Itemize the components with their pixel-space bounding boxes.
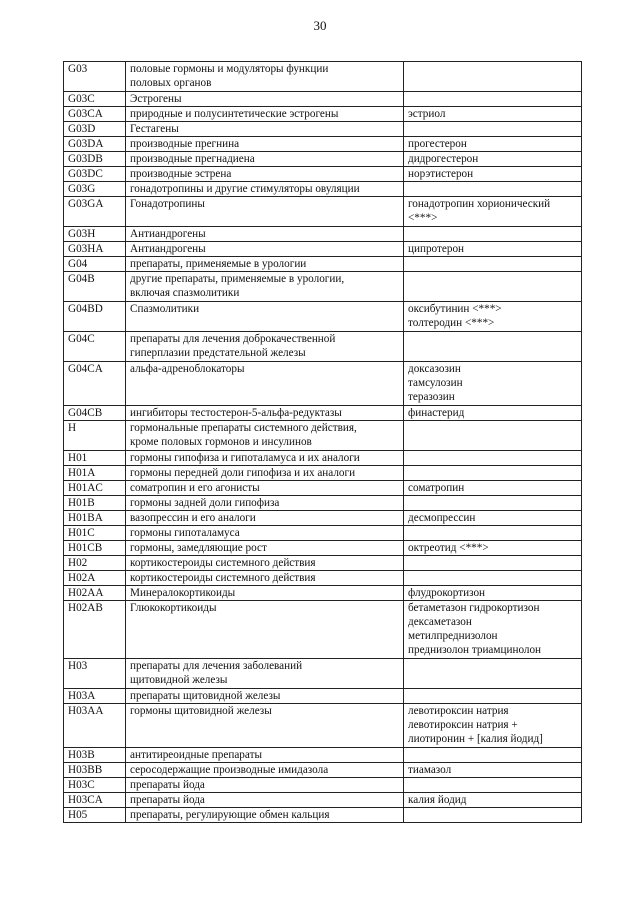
atc-code-cell: G04B (64, 272, 126, 302)
atc-table-body (64, 62, 582, 823)
atc-code-cell: H03CA (64, 793, 126, 808)
atc-group-name-cell: гормоны гипофиза и гипоталамуса и их аналоги (126, 451, 404, 466)
table-row (64, 808, 582, 823)
atc-group-name-cell: серосодержащие производные имидазола (126, 763, 404, 778)
atc-code-cell: H02 (64, 556, 126, 571)
atc-code-cell: G03DC (64, 167, 126, 182)
atc-drug-table (63, 61, 582, 823)
atc-code-cell: H03 (64, 659, 126, 689)
atc-code-cell: H03A (64, 689, 126, 704)
table-row (64, 481, 582, 496)
table-row (64, 659, 582, 689)
atc-code-cell: H03AA (64, 704, 126, 748)
drug-names-cell (404, 466, 582, 481)
atc-group-name-cell: кортикостероиды системного действия (126, 571, 404, 586)
atc-group-name-cell: Глюкокортикоиды (126, 601, 404, 659)
atc-group-name-cell: препараты йода (126, 778, 404, 793)
atc-group-name-cell: препараты для лечения доброкачественной гиперплазии предстательной железы (126, 332, 404, 362)
table-row (64, 778, 582, 793)
drug-names-cell (404, 227, 582, 242)
atc-group-name-cell: Гестагены (126, 122, 404, 137)
atc-code-cell: H02A (64, 571, 126, 586)
atc-code-cell: H01C (64, 526, 126, 541)
atc-group-name-cell: препараты йода (126, 793, 404, 808)
drug-names-cell (404, 571, 582, 586)
table-row (64, 272, 582, 302)
drug-names-cell: оксибутинин <***> толтеродин <***> (404, 302, 582, 332)
drug-names-cell (404, 808, 582, 823)
table-row (64, 227, 582, 242)
atc-group-name-cell: Гонадотропины (126, 197, 404, 227)
table-row (64, 152, 582, 167)
drug-names-cell: дидрогестерон (404, 152, 582, 167)
atc-code-cell: H03C (64, 778, 126, 793)
atc-group-name-cell: производные прегнадиена (126, 152, 404, 167)
table-row (64, 496, 582, 511)
atc-code-cell: G03G (64, 182, 126, 197)
drug-names-cell (404, 659, 582, 689)
atc-group-name-cell: антитиреоидные препараты (126, 748, 404, 763)
atc-code-cell: H01 (64, 451, 126, 466)
atc-code-cell: H01CB (64, 541, 126, 556)
atc-group-name-cell: Эстрогены (126, 92, 404, 107)
atc-group-name-cell: природные и полусинтетические эстрогены (126, 107, 404, 122)
atc-code-cell: H01A (64, 466, 126, 481)
drug-names-cell: норэтистерон (404, 167, 582, 182)
drug-names-cell: ципротерон (404, 242, 582, 257)
atc-code-cell: G04BD (64, 302, 126, 332)
page-number: 30 (313, 18, 327, 33)
table-row (64, 763, 582, 778)
atc-code-cell: G03H (64, 227, 126, 242)
drug-names-cell (404, 748, 582, 763)
table-row (64, 332, 582, 362)
table-row (64, 302, 582, 332)
table-row (64, 107, 582, 122)
atc-group-name-cell: альфа-адреноблокаторы (126, 362, 404, 406)
drug-names-cell (404, 332, 582, 362)
table-row (64, 197, 582, 227)
atc-code-cell: G03D (64, 122, 126, 137)
table-row (64, 748, 582, 763)
atc-group-name-cell: производные эстрена (126, 167, 404, 182)
atc-group-name-cell: гормоны задней доли гипофиза (126, 496, 404, 511)
drug-names-cell (404, 526, 582, 541)
atc-code-cell: G03GA (64, 197, 126, 227)
drug-names-cell: финастерид (404, 406, 582, 421)
drug-names-cell: октреотид <***> (404, 541, 582, 556)
atc-code-cell: H01B (64, 496, 126, 511)
atc-code-cell: G03CA (64, 107, 126, 122)
atc-code-cell: G03 (64, 62, 126, 92)
table-row (64, 92, 582, 107)
drug-names-cell: гонадотропин хорионический <***> (404, 197, 582, 227)
table-row (64, 556, 582, 571)
drug-names-cell: эстриол (404, 107, 582, 122)
drug-names-cell (404, 182, 582, 197)
atc-code-cell: G03DA (64, 137, 126, 152)
drug-names-cell (404, 62, 582, 92)
atc-group-name-cell: Антиандрогены (126, 242, 404, 257)
drug-names-cell: соматропин (404, 481, 582, 496)
atc-group-name-cell: препараты для лечения заболеваний щитовидной железы (126, 659, 404, 689)
atc-code-cell: G03C (64, 92, 126, 107)
table-row (64, 466, 582, 481)
table-row (64, 586, 582, 601)
drug-names-cell (404, 556, 582, 571)
atc-group-name-cell: гормоны щитовидной железы (126, 704, 404, 748)
atc-group-name-cell: вазопрессин и его аналоги (126, 511, 404, 526)
atc-code-cell: G04CB (64, 406, 126, 421)
table-row (64, 601, 582, 659)
drug-names-cell: левотироксин натрия левотироксин натрия + лиотиронин + [калия йодид] (404, 704, 582, 748)
drug-names-cell: доксазозин тамсулозин теразозин (404, 362, 582, 406)
atc-group-name-cell: другие препараты, применяемые в урологии, включая спазмолитики (126, 272, 404, 302)
atc-code-cell: H03B (64, 748, 126, 763)
table-row (64, 451, 582, 466)
atc-group-name-cell: Спазмолитики (126, 302, 404, 332)
atc-code-cell: H01AC (64, 481, 126, 496)
atc-group-name-cell: гормональные препараты системного действия, кроме половых гормонов и инсулинов (126, 421, 404, 451)
drug-names-cell (404, 778, 582, 793)
atc-group-name-cell: препараты щитовидной железы (126, 689, 404, 704)
atc-group-name-cell: препараты, регулирующие обмен кальция (126, 808, 404, 823)
drug-names-cell (404, 451, 582, 466)
atc-group-name-cell: Антиандрогены (126, 227, 404, 242)
table-row (64, 257, 582, 272)
atc-code-cell: G03DB (64, 152, 126, 167)
table-row (64, 362, 582, 406)
drug-names-cell: прогестерон (404, 137, 582, 152)
table-row (64, 793, 582, 808)
drug-names-cell: калия йодид (404, 793, 582, 808)
table-row (64, 704, 582, 748)
drug-names-cell: десмопрессин (404, 511, 582, 526)
atc-group-name-cell: кортикостероиды системного действия (126, 556, 404, 571)
drug-names-cell (404, 122, 582, 137)
atc-group-name-cell: ингибиторы тестостерон-5-альфа-редуктазы (126, 406, 404, 421)
atc-code-cell: G04CA (64, 362, 126, 406)
table-row (64, 511, 582, 526)
atc-code-cell: G04 (64, 257, 126, 272)
atc-code-cell: H03BB (64, 763, 126, 778)
table-row (64, 421, 582, 451)
table-row (64, 689, 582, 704)
table-row (64, 137, 582, 152)
atc-code-cell: G03HA (64, 242, 126, 257)
drug-names-cell (404, 689, 582, 704)
atc-group-name-cell: соматропин и его агонисты (126, 481, 404, 496)
atc-code-cell: H02AB (64, 601, 126, 659)
atc-group-name-cell: гонадотропины и другие стимуляторы овуляции (126, 182, 404, 197)
table-row (64, 571, 582, 586)
drug-names-cell (404, 257, 582, 272)
table-row (64, 62, 582, 92)
drug-names-cell: тиамазол (404, 763, 582, 778)
drug-names-cell (404, 421, 582, 451)
atc-code-cell: H (64, 421, 126, 451)
atc-code-cell: H02AA (64, 586, 126, 601)
atc-code-cell: H05 (64, 808, 126, 823)
table-row (64, 242, 582, 257)
atc-group-name-cell: производные прегнина (126, 137, 404, 152)
atc-group-name-cell: гормоны гипоталамуса (126, 526, 404, 541)
table-row (64, 526, 582, 541)
table-row (64, 122, 582, 137)
atc-group-name-cell: гормоны передней доли гипофиза и их аналоги (126, 466, 404, 481)
drug-names-cell: флудрокортизон (404, 586, 582, 601)
table-row (64, 182, 582, 197)
table-row (64, 406, 582, 421)
table-row (64, 167, 582, 182)
atc-code-cell: H01BA (64, 511, 126, 526)
drug-names-cell (404, 272, 582, 302)
atc-group-name-cell: гормоны, замедляющие рост (126, 541, 404, 556)
drug-names-cell: бетаметазон гидрокортизон дексаметазон метилпреднизолон преднизолон триамцинолон (404, 601, 582, 659)
table-row (64, 541, 582, 556)
atc-code-cell: G04C (64, 332, 126, 362)
atc-group-name-cell: Минералокортикоиды (126, 586, 404, 601)
atc-group-name-cell: препараты, применяемые в урологии (126, 257, 404, 272)
drug-names-cell (404, 92, 582, 107)
atc-group-name-cell: половые гормоны и модуляторы функции половых органов (126, 62, 404, 92)
drug-names-cell (404, 496, 582, 511)
